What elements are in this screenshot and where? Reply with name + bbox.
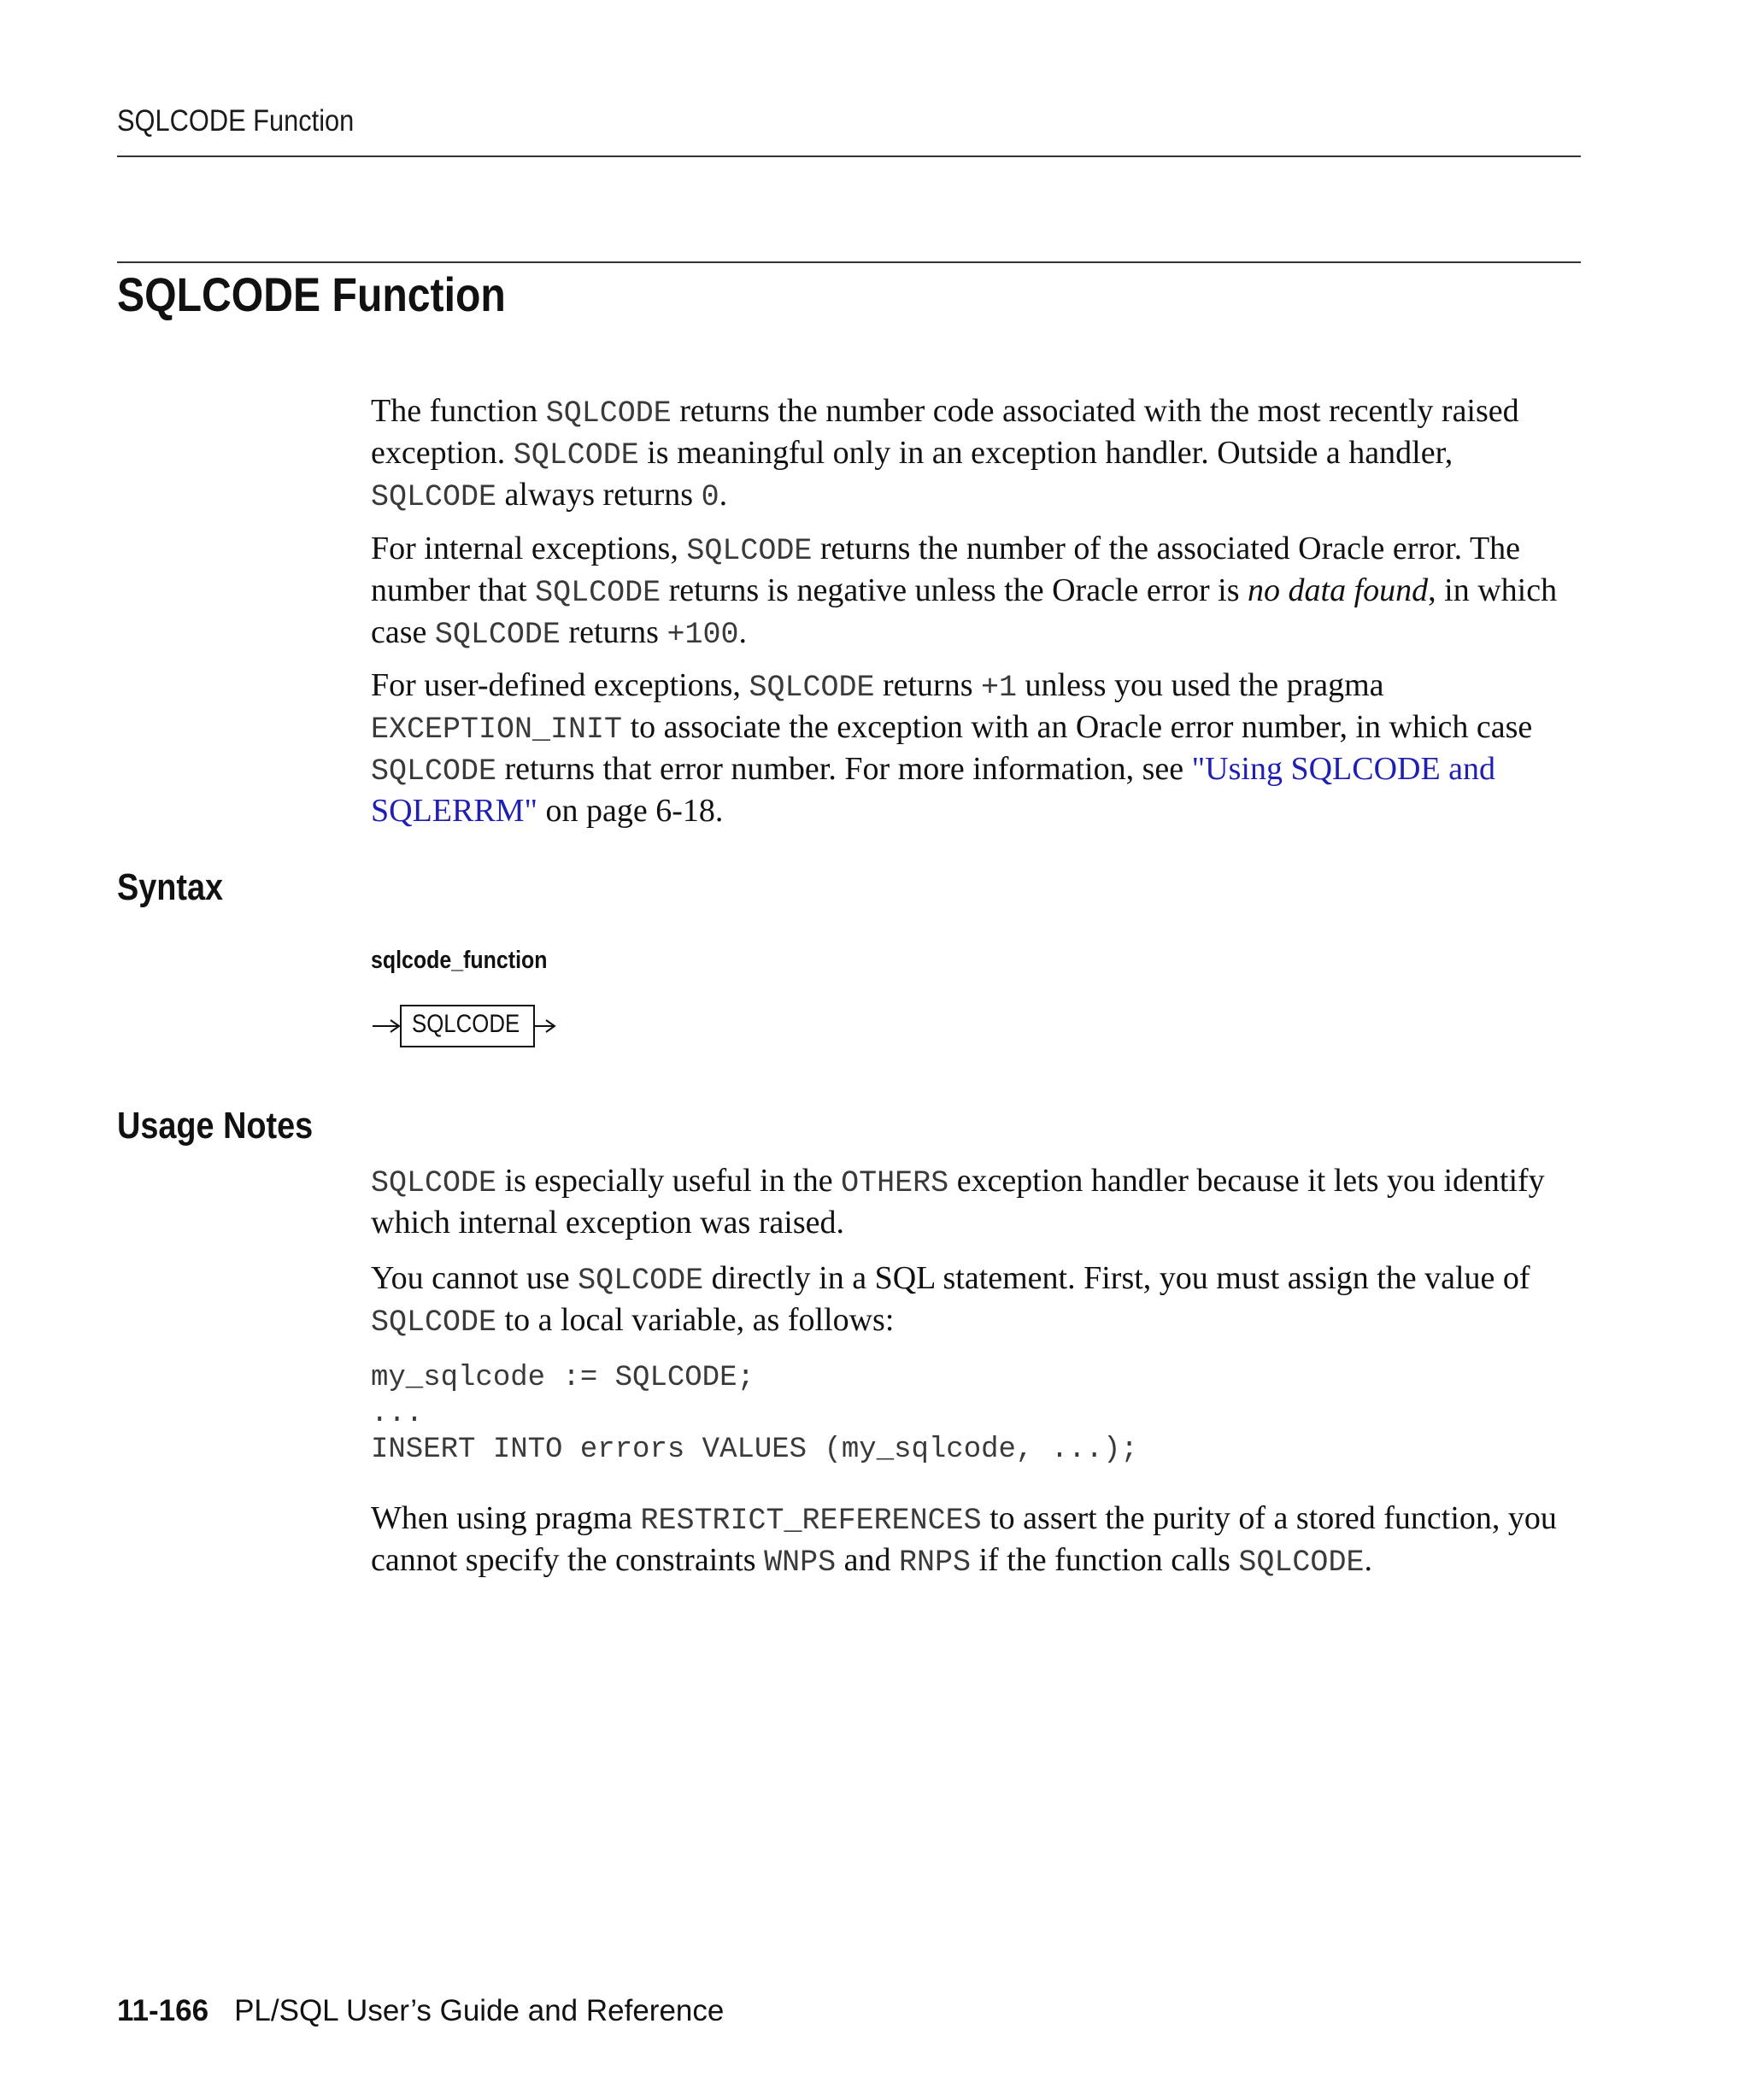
intro-paragraph-3: For user-defined exceptions, SQLCODE returns +1 unless you used the pragma EXCEPTION_INIT to associate the exception with an Oracle error number, in which case SQLCODE returns that error number. For more information, see "Using SQLCODE and SQLERRM" on page 6-18. <box>371 667 1533 829</box>
emphasis-term: no data found <box>1248 572 1429 608</box>
usage-notes-heading: Usage Notes <box>117 1105 314 1147</box>
code-term: SQLCODE <box>749 671 875 705</box>
code-term: 0 <box>701 480 719 514</box>
code-term: +100 <box>667 618 739 652</box>
code-term: SQLCODE <box>434 618 561 652</box>
code-term: RNPS <box>898 1546 971 1580</box>
code-term: SQLCODE <box>578 1264 704 1298</box>
code-term: OTHERS <box>841 1166 949 1200</box>
cross-reference-link[interactable]: "Using SQLCODE and SQLERRM" <box>371 751 1496 829</box>
page-number: 11-166 <box>117 1994 209 2027</box>
page-footer <box>117 1994 724 2028</box>
syntax-diagram-label: sqlcode_function <box>371 947 548 974</box>
code-term: SQLCODE <box>371 480 497 514</box>
code-term: RESTRICT_REFERENCES <box>640 1504 982 1538</box>
code-term: SQLCODE <box>513 438 639 472</box>
header-rule <box>117 155 1581 157</box>
code-term: SQLCODE <box>535 576 661 610</box>
code-term: SQLCODE <box>371 1305 497 1340</box>
code-example: my_sqlcode := SQLCODE; ... INSERT INTO errors VALUES (my_sqlcode, ...); <box>371 1362 1138 1466</box>
running-header: SQLCODE Function <box>117 104 355 138</box>
usage-paragraph-3: When using pragma RESTRICT_REFERENCES to assert the purity of a stored function, you cannot specify the constraints WNPS and RNPS if the function calls SQLCODE. <box>371 1500 1557 1580</box>
title-rule <box>117 261 1581 263</box>
code-term: +1 <box>981 671 1018 705</box>
code-term: WNPS <box>764 1546 837 1580</box>
code-term: SQLCODE <box>1238 1546 1365 1580</box>
usage-paragraph-1: SQLCODE is especially useful in the OTHERS exception handler because it lets you identify which internal exception was raised. <box>371 1163 1545 1241</box>
code-term: SQLCODE <box>686 534 813 568</box>
page-title: SQLCODE Function <box>117 267 506 321</box>
intro-paragraph-1: The function SQLCODE returns the number code associated with the most recently raised exception. SQLCODE is meaningful only in an exception handler. Outside a handler, SQLCODE always returns 0. <box>371 393 1519 514</box>
syntax-diagram <box>367 1000 573 1064</box>
code-term: EXCEPTION_INIT <box>371 713 623 747</box>
code-term: SQLCODE <box>545 396 672 431</box>
usage-paragraph-2: You cannot use SQLCODE directly in a SQL statement. First, you must assign the value of SQLCODE to a local variable, as follows: <box>371 1260 1530 1340</box>
code-term: SQLCODE <box>371 754 497 789</box>
code-term: SQLCODE <box>371 1166 497 1200</box>
syntax-heading: Syntax <box>117 866 224 908</box>
syntax-keyword: SQLCODE <box>412 1010 520 1038</box>
intro-paragraph-2: For internal exceptions, SQLCODE returns the number of the associated Oracle error. The number that SQLCODE returns is negative unless the Oracle error is no data found, in which case SQLCODE returns +100. <box>371 531 1558 652</box>
book-title: PL/SQL User’s Guide and Reference <box>234 1994 725 2027</box>
